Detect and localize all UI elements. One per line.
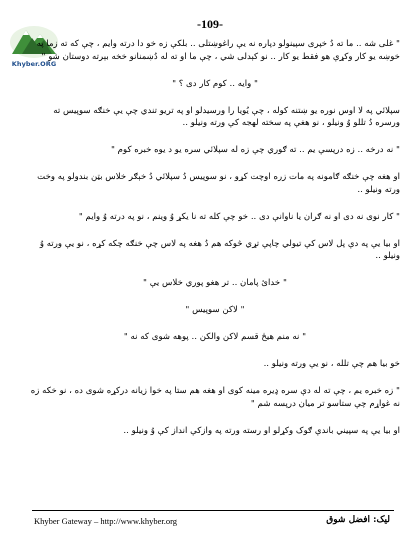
footer-divider bbox=[32, 510, 394, 511]
document-body bbox=[30, 38, 400, 452]
paragraph-6: " کار نوی نه دی او نه ګران يا ناوانې دی .. خو چې کله ته نا يکړ وُ وينم ، نو په درته وُ وايم " bbox=[78, 211, 400, 222]
paragraph-10: " نه منم هيڅ قسم لاکن والکن .. پوهه شوی که نه " bbox=[123, 332, 307, 343]
page-number: -109- bbox=[197, 17, 223, 31]
paragraph-11: خو بيا هم چې تلله ، نو يې ورته ونيلو .. bbox=[263, 359, 400, 370]
paragraph-5: او هغه چې خنګه ګامونه په مات زره اوچت کړو ، نو سوپيس دُ سپلائي دُ خېګر خلاس بټن بندولو په وخت ورته ونيلو .. bbox=[37, 172, 400, 195]
paragraph-13: او بيا يې په سپيني باندې ګوک وکړلو او رسته ورته په وازکې انداز کې وُ ونيلو .. bbox=[123, 425, 400, 436]
paragraph-3: سپلائي په لا اوس نوره يو ښتنه کوله ، چې يُويا را ورسيدلو او په تريو تندي چې يې خنګه سوپيس ته ورسره دُ تللو وُ ونيلو ، نو هغې په سخته لهجه کې ورته ونيلو .. bbox=[53, 105, 400, 129]
paragraph-1: " غلی شه .. ما ته دُ خپری سپینولو دپاره نه يې راغوښتلی .. بلکې زه خو دا درته وايم ، چې که ته زما په خوښه يو کار وکړې هو فقط يو کار .. نو کېدلی شي ، چې ما او ته له دُښمنانو خخه بېرته دوستان شو " bbox=[36, 39, 400, 62]
logo-text: Khyber.ORG bbox=[11, 60, 57, 68]
footer-author: لیک: افضل شوق bbox=[326, 515, 390, 525]
paragraph-9: " لاکن سوپيس " bbox=[185, 305, 245, 316]
paragraph-4: " نه درخه .. زه درپسې يم .. ته ګوري چې زه له سپلائي سره يو د يوه خبره کوم " bbox=[111, 145, 400, 156]
paragraph-7: او بيا يې په دې پل لاس کې تيولي چاپې تړي څوکه هم دُ هغه په لاس چې خنګه چکه کړه ، نو يې ورته وُ ونيلو .. bbox=[39, 238, 400, 262]
paragraph-2: " وايه .. کوم کار دی ؟ " bbox=[172, 78, 258, 89]
paragraph-12: " زه خبره يم ، چې ته له دې سره ډيره مينه کوی او هغه هم ستا په خوا زيانه درکړه شوی ده ، نو خکه زه نه غواړم چې ستاسو تر ميان درپسه شم " bbox=[30, 386, 400, 409]
footer-source-link[interactable]: Khyber Gateway – http://www.khyber.org bbox=[34, 516, 178, 526]
paragraph-8: " خدائ پامان .. تر هغو پوري خلاس يې " bbox=[143, 278, 287, 289]
